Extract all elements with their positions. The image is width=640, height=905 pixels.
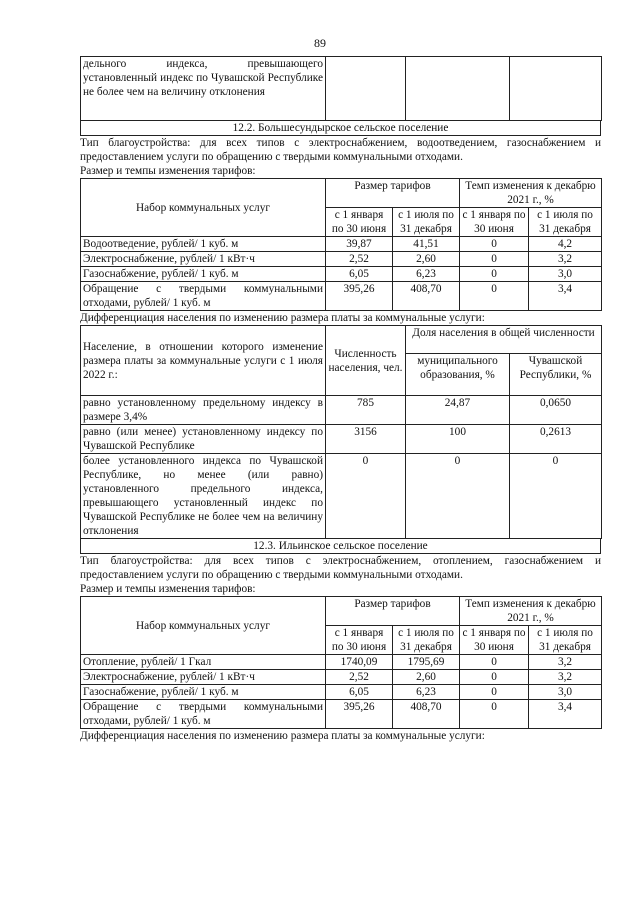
size-jan-value: 2,52	[326, 670, 393, 685]
rate-jul-value: 3,4	[529, 282, 602, 311]
header-jul: с 1 июля по 31 декабря	[393, 208, 460, 237]
population-count: 785	[326, 396, 406, 425]
table-header-row	[81, 597, 602, 626]
tariff-caption: Размер и темпы изменения тарифов:	[80, 165, 256, 177]
population-table	[80, 325, 602, 539]
service-name: Электроснабжение, рублей/ 1 кВт·ч	[81, 252, 326, 267]
tariff-caption: Размер и темпы изменения тарифов:	[80, 583, 256, 595]
header-jan: с 1 января по 30 июня	[460, 208, 529, 237]
size-jan-value: 6,05	[326, 267, 393, 282]
municipal-share: 0	[406, 454, 510, 539]
header-jan: с 1 января по 30 июня	[326, 208, 393, 237]
rate-jan-value: 0	[460, 252, 529, 267]
table-row	[81, 282, 602, 311]
page-number: 89	[314, 36, 326, 50]
rate-jan-value: 0	[460, 685, 529, 700]
table-row	[81, 700, 602, 729]
size-jul-value: 6,23	[393, 685, 460, 700]
size-jul-value: 41,51	[393, 237, 460, 252]
table-row	[81, 237, 602, 252]
size-jan-value: 1740,09	[326, 655, 393, 670]
tariff-body	[81, 655, 602, 729]
size-jul-value: 2,60	[393, 252, 460, 267]
rate-jul-value: 3,2	[529, 670, 602, 685]
population-body	[81, 396, 602, 539]
table-header-row	[81, 179, 602, 208]
service-name: Электроснабжение, рублей/ 1 кВт·ч	[81, 670, 326, 685]
tariff-body	[81, 237, 602, 311]
table-row	[81, 396, 602, 425]
rate-jul-value: 3,2	[529, 252, 602, 267]
municipal-share: 24,87	[406, 396, 510, 425]
tariff-table	[80, 596, 602, 729]
tariff-table	[80, 178, 602, 311]
republic-share: 0,2613	[510, 425, 602, 454]
size-jan-value: 2,52	[326, 252, 393, 267]
header-jul: с 1 июля по 31 декабря	[393, 626, 460, 655]
service-name: Отопление, рублей/ 1 Гкал	[81, 655, 326, 670]
diff-caption: Дифференциация населения по изменению размера платы за коммунальные услуги:	[80, 312, 485, 324]
rate-jan-value: 0	[460, 670, 529, 685]
size-jan-value: 6,05	[326, 685, 393, 700]
rate-jul-value: 3,2	[529, 655, 602, 670]
rate-jan-value: 0	[460, 237, 529, 252]
table-row	[81, 57, 602, 121]
service-name: Водоотведение, рублей/ 1 куб. м	[81, 237, 326, 252]
service-name: Обращение с твердыми коммунальными отходами, рублей/ 1 куб. м	[81, 282, 326, 311]
rate-jan-value: 0	[460, 282, 529, 311]
municipal-share: 100	[406, 425, 510, 454]
service-name: Обращение с твердыми коммунальными отходами, рублей/ 1 куб. м	[81, 700, 326, 729]
rate-jul-value: 4,2	[529, 237, 602, 252]
top-fragment-table	[80, 56, 602, 121]
size-jul-value: 6,23	[393, 267, 460, 282]
header-jul: с 1 июля по 31 декабря	[529, 626, 602, 655]
header-rate: Темп изменения к декабрю 2021 г., %	[460, 179, 602, 208]
diff-caption: Дифференциация населения по изменению размера платы за коммунальные услуги:	[80, 730, 485, 742]
header-jan: с 1 января по 30 июня	[460, 626, 529, 655]
table-header-row	[81, 326, 602, 354]
table-row	[81, 267, 602, 282]
header-jul: с 1 июля по 31 декабря	[529, 208, 602, 237]
size-jul-value: 408,70	[393, 700, 460, 729]
page-content	[80, 56, 601, 743]
size-jan-value: 39,87	[326, 237, 393, 252]
population-label: более установленного индекса по Чувашской Республике, но менее (или равно) установленного предельного индекса, превышающего установленный индекс по Чувашской Республике не более чем на величину отклонения	[81, 454, 326, 539]
table-row	[81, 655, 602, 670]
table-row	[81, 670, 602, 685]
rate-jul-value: 3,4	[529, 700, 602, 729]
header-share: Доля населения в общей численности	[406, 326, 602, 354]
header-population: Население, в отношении которого изменение размера платы за коммунальные услуги с 1 июля 2022 г.:	[81, 326, 326, 396]
header-services: Набор коммунальных услуг	[81, 179, 326, 237]
republic-share: 0	[510, 454, 602, 539]
section-heading: 12.2. Большесундырское сельское поселение	[80, 121, 601, 136]
fragment-label: дельного индекса, превышающего установленный индекс по Чувашской Республике не более чем на величину отклонения	[81, 57, 326, 121]
table-row	[81, 454, 602, 539]
header-size: Размер тарифов	[326, 597, 460, 626]
section-intro: Тип благоустройства: для всех типов с электроснабжением, отоплением, газоснабжением и предоставлением услуги по обращению с твердыми коммунальными отходами.	[80, 555, 601, 581]
header-count: Численность населения, чел.	[326, 326, 406, 396]
table-row	[81, 252, 602, 267]
rate-jan-value: 0	[460, 700, 529, 729]
population-count: 0	[326, 454, 406, 539]
size-jan-value: 395,26	[326, 700, 393, 729]
section-intro: Тип благоустройства: для всех типов с электроснабжением, водоотведением, газоснабжением и предоставлением услуги по обращению с твердыми коммунальными отходами.	[80, 137, 601, 163]
header-rate: Темп изменения к декабрю 2021 г., %	[460, 597, 602, 626]
table-row	[81, 425, 602, 454]
rate-jan-value: 0	[460, 267, 529, 282]
size-jul-value: 408,70	[393, 282, 460, 311]
section-heading: 12.3. Ильинское сельское поселение	[80, 539, 601, 554]
size-jul-value: 1795,69	[393, 655, 460, 670]
header-jan: с 1 января по 30 июня	[326, 626, 393, 655]
header-municipal: муниципального образования, %	[406, 354, 510, 396]
size-jan-value: 395,26	[326, 282, 393, 311]
rate-jul-value: 3,0	[529, 267, 602, 282]
service-name: Газоснабжение, рублей/ 1 куб. м	[81, 267, 326, 282]
size-jul-value: 2,60	[393, 670, 460, 685]
population-label: равно (или менее) установленному индексу по Чувашской Республике	[81, 425, 326, 454]
header-republic: Чувашской Республики, %	[510, 354, 602, 396]
service-name: Газоснабжение, рублей/ 1 куб. м	[81, 685, 326, 700]
header-services: Набор коммунальных услуг	[81, 597, 326, 655]
rate-jan-value: 0	[460, 655, 529, 670]
header-size: Размер тарифов	[326, 179, 460, 208]
population-label: равно установленному предельному индексу в размере 3,4%	[81, 396, 326, 425]
population-count: 3156	[326, 425, 406, 454]
rate-jul-value: 3,0	[529, 685, 602, 700]
table-row	[81, 685, 602, 700]
republic-share: 0,0650	[510, 396, 602, 425]
